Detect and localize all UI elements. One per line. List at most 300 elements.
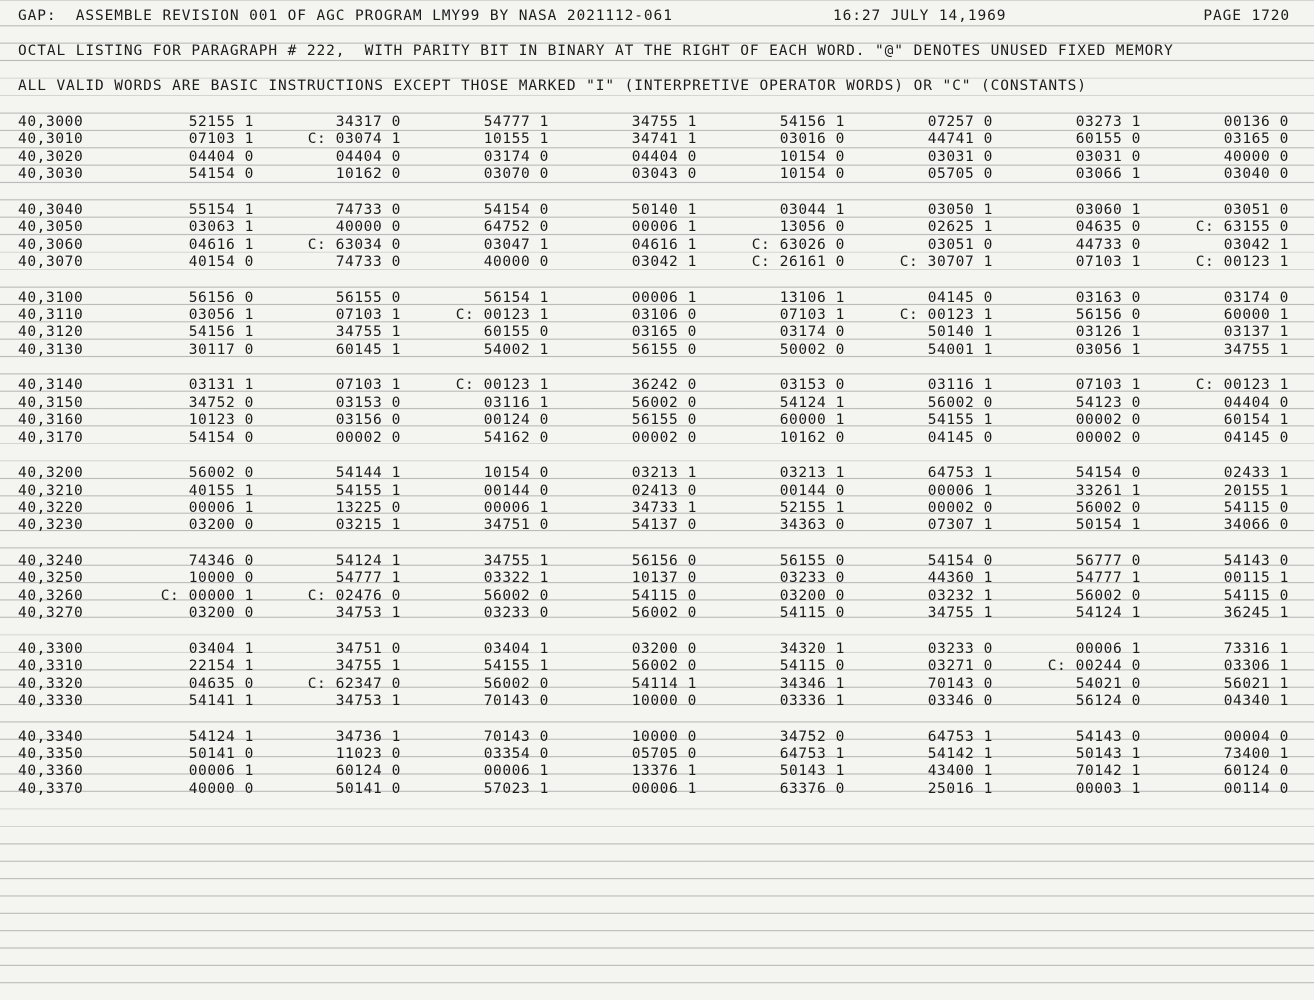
octal-word: 03213 1 [631, 465, 697, 482]
octal-word: 03174 0 [1223, 289, 1289, 306]
octal-word: 03047 1 [483, 236, 549, 253]
octal-word: 54124 1 [1075, 605, 1141, 622]
octal-word: 54115 0 [1223, 500, 1289, 516]
row-address: 40,3160 [18, 412, 84, 429]
octal-word: 04404 0 [1223, 394, 1289, 411]
table-row [0, 237, 1314, 253]
octal-word: 52155 1 [779, 500, 845, 516]
octal-word: 00006 1 [1075, 640, 1141, 657]
table-row [0, 676, 1314, 692]
table-row [0, 641, 1314, 657]
octal-word: 34736 1 [335, 728, 401, 745]
octal-word: 64753 1 [779, 746, 845, 762]
octal-word: 00144 0 [483, 482, 549, 499]
octal-word: 04340 1 [1223, 693, 1289, 709]
octal-word: C: 62347 0 [307, 675, 401, 692]
octal-word: 36242 0 [631, 377, 697, 394]
octal-word: 07103 1 [779, 307, 845, 323]
row-address: 40,3370 [18, 780, 84, 797]
octal-word: 54156 1 [779, 114, 845, 130]
octal-word: 00115 1 [1223, 570, 1289, 587]
octal-word: 54777 1 [483, 114, 549, 130]
table-row [0, 149, 1314, 165]
octal-word: 57023 1 [483, 780, 549, 797]
octal-word: 04635 0 [1075, 219, 1141, 236]
octal-word: 03156 0 [335, 412, 401, 429]
octal-word: 30117 0 [188, 341, 254, 358]
octal-word: C: 03074 1 [307, 131, 401, 148]
octal-word: 03153 0 [335, 394, 401, 411]
octal-word: 13106 1 [779, 289, 845, 306]
octal-word: 54115 0 [779, 658, 845, 675]
octal-word: 03051 0 [1223, 201, 1289, 218]
row-address: 40,3110 [18, 307, 84, 323]
table-row [0, 377, 1314, 393]
octal-word: 04616 1 [188, 236, 254, 253]
octal-word: 03165 0 [631, 324, 697, 341]
octal-word: 10000 0 [631, 728, 697, 745]
octal-word: 60155 0 [1075, 131, 1141, 148]
row-address: 40,3300 [18, 640, 84, 657]
octal-word: 03174 0 [779, 324, 845, 341]
octal-word: 54124 1 [779, 394, 845, 411]
octal-word: 25016 1 [927, 780, 993, 797]
octal-word: 60000 1 [779, 412, 845, 429]
octal-word: 03106 0 [631, 307, 697, 323]
octal-word: 34346 1 [779, 675, 845, 692]
octal-word: 03063 1 [188, 219, 254, 236]
octal-word: 54141 1 [188, 693, 254, 709]
octal-word: 54143 0 [1223, 553, 1289, 569]
table-row [0, 307, 1314, 323]
octal-word: 03354 0 [483, 746, 549, 762]
table-row [0, 166, 1314, 182]
row-address: 40,3230 [18, 517, 84, 534]
octal-word: 10154 0 [779, 148, 845, 165]
octal-word: 74346 0 [188, 553, 254, 569]
octal-word: 54144 1 [335, 465, 401, 482]
row-address: 40,3150 [18, 394, 84, 411]
octal-word: 00006 1 [927, 482, 993, 499]
octal-word: 54143 0 [1075, 728, 1141, 745]
octal-word: C: 00244 0 [1047, 658, 1141, 675]
octal-word: 34753 1 [335, 693, 401, 709]
octal-word: 07103 1 [335, 377, 401, 394]
octal-word: 54154 0 [927, 553, 993, 569]
octal-word: 60000 1 [1223, 307, 1289, 323]
octal-word: 00002 0 [927, 500, 993, 516]
octal-word: 54154 0 [188, 166, 254, 183]
octal-word: 54114 1 [631, 675, 697, 692]
octal-word: 04145 0 [927, 289, 993, 306]
row-address: 40,3270 [18, 605, 84, 622]
octal-word: 00124 0 [483, 412, 549, 429]
octal-word: 70143 0 [483, 693, 549, 709]
octal-word: 03233 0 [779, 570, 845, 587]
octal-word: C: 63034 0 [307, 236, 401, 253]
octal-word: 07257 0 [927, 114, 993, 130]
octal-word: 54115 0 [1223, 587, 1289, 604]
row-address: 40,3100 [18, 289, 84, 306]
octal-word: 13376 1 [631, 763, 697, 780]
octal-word: 44360 1 [927, 570, 993, 587]
octal-word: 34317 0 [335, 114, 401, 130]
octal-word: 56155 0 [631, 412, 697, 429]
octal-word: 50141 0 [335, 780, 401, 797]
octal-word: 10162 0 [335, 166, 401, 183]
octal-word: 56002 0 [188, 465, 254, 482]
octal-word: 02625 1 [927, 219, 993, 236]
table-row [0, 131, 1314, 147]
octal-word: 60154 1 [1223, 412, 1289, 429]
table-row [0, 588, 1314, 604]
octal-word: C: 63155 0 [1195, 219, 1289, 236]
octal-word: 03050 1 [927, 201, 993, 218]
octal-word: 44733 0 [1075, 236, 1141, 253]
octal-word: 34363 0 [779, 517, 845, 534]
octal-word: 00006 1 [483, 763, 549, 780]
octal-word: 03031 0 [1075, 148, 1141, 165]
octal-word: 54155 1 [927, 412, 993, 429]
table-row [0, 430, 1314, 446]
table-row [0, 605, 1314, 621]
row-address: 40,3250 [18, 570, 84, 587]
octal-word: 00136 0 [1223, 114, 1289, 130]
octal-word: 34755 1 [335, 324, 401, 341]
octal-word: 56002 0 [1075, 500, 1141, 516]
row-address: 40,3360 [18, 763, 84, 780]
octal-word: 56155 0 [335, 289, 401, 306]
octal-word: 03031 0 [927, 148, 993, 165]
octal-word: 73400 1 [1223, 746, 1289, 762]
octal-word: 34755 1 [1223, 341, 1289, 358]
octal-word: 10000 0 [631, 693, 697, 709]
octal-word: 54115 0 [779, 605, 845, 622]
octal-word: 07103 1 [188, 131, 254, 148]
octal-word: 10154 0 [483, 465, 549, 482]
octal-word: 34752 0 [779, 728, 845, 745]
octal-word: 33261 1 [1075, 482, 1141, 499]
octal-word: 52155 1 [188, 114, 254, 130]
octal-word: 00003 1 [1075, 780, 1141, 797]
octal-word: 00002 0 [335, 429, 401, 446]
octal-word: 56154 1 [483, 289, 549, 306]
octal-word: 34755 1 [335, 658, 401, 675]
octal-word: 34066 0 [1223, 517, 1289, 534]
octal-word: 00004 0 [1223, 728, 1289, 745]
octal-word: 34752 0 [188, 394, 254, 411]
octal-word: C: 00123 1 [1195, 377, 1289, 394]
octal-word: 00006 1 [631, 219, 697, 236]
octal-word: 56002 0 [631, 658, 697, 675]
table-row [0, 395, 1314, 411]
octal-word: 03213 1 [779, 465, 845, 482]
octal-word: 74733 0 [335, 254, 401, 270]
octal-word: 50154 1 [1075, 517, 1141, 534]
octal-word: 34741 1 [631, 131, 697, 148]
octal-word: 56156 0 [1075, 307, 1141, 323]
octal-word: 73316 1 [1223, 640, 1289, 657]
octal-word: 03040 0 [1223, 166, 1289, 183]
octal-word: 03165 0 [1223, 131, 1289, 148]
octal-word: 20155 1 [1223, 482, 1289, 499]
row-address: 40,3060 [18, 236, 84, 253]
octal-word: 02433 1 [1223, 465, 1289, 482]
table-row [0, 114, 1314, 130]
table-row [0, 570, 1314, 586]
octal-word: 54155 1 [335, 482, 401, 499]
octal-word: C: 30707 1 [899, 254, 993, 270]
octal-word: 50140 1 [631, 201, 697, 218]
octal-word: 03043 0 [631, 166, 697, 183]
octal-word: 04404 0 [335, 148, 401, 165]
octal-word: 34320 1 [779, 640, 845, 657]
row-address: 40,3070 [18, 254, 84, 270]
octal-word: 00002 0 [1075, 429, 1141, 446]
row-address: 40,3320 [18, 675, 84, 692]
octal-word: 00006 1 [483, 500, 549, 516]
octal-word: 34755 1 [483, 553, 549, 569]
row-address: 40,3000 [18, 114, 84, 130]
octal-word: 03066 1 [1075, 166, 1141, 183]
octal-word: 43400 1 [927, 763, 993, 780]
octal-word: 74733 0 [335, 201, 401, 218]
octal-word: 03116 1 [927, 377, 993, 394]
octal-word: 36245 1 [1223, 605, 1289, 622]
table-row [0, 781, 1314, 797]
octal-word: 03060 1 [1075, 201, 1141, 218]
octal-word: 60124 0 [335, 763, 401, 780]
table-row [0, 290, 1314, 306]
octal-word: 40000 0 [335, 219, 401, 236]
octal-word: 50143 1 [1075, 746, 1141, 762]
octal-word: 10000 0 [188, 570, 254, 587]
octal-word: 55154 1 [188, 201, 254, 218]
octal-word: 00002 0 [631, 429, 697, 446]
octal-word: 03163 0 [1075, 289, 1141, 306]
octal-word: 13056 0 [779, 219, 845, 236]
octal-word: 34751 0 [335, 640, 401, 657]
octal-word: 56156 0 [631, 553, 697, 569]
table-row [0, 763, 1314, 779]
octal-word: 03174 0 [483, 148, 549, 165]
row-address: 40,3330 [18, 693, 84, 709]
octal-word: 54115 0 [631, 587, 697, 604]
octal-word: 07103 1 [1075, 377, 1141, 394]
table-row [0, 202, 1314, 218]
octal-word: 54001 1 [927, 341, 993, 358]
octal-word: 40000 0 [483, 254, 549, 270]
octal-word: 34751 0 [483, 517, 549, 534]
octal-word: 10155 1 [483, 131, 549, 148]
octal-word: 00006 1 [631, 780, 697, 797]
octal-word: 03322 1 [483, 570, 549, 587]
octal-word: 03233 0 [483, 605, 549, 622]
row-address: 40,3050 [18, 219, 84, 236]
row-address: 40,3010 [18, 131, 84, 148]
octal-word: 34755 1 [927, 605, 993, 622]
octal-word: 54021 0 [1075, 675, 1141, 692]
octal-word: 34755 1 [631, 114, 697, 130]
table-row [0, 729, 1314, 745]
octal-word: 54154 0 [483, 201, 549, 218]
octal-word: 56002 0 [1075, 587, 1141, 604]
octal-word: 54123 0 [1075, 394, 1141, 411]
octal-word: 54154 0 [1075, 465, 1141, 482]
octal-word: 54777 1 [335, 570, 401, 587]
octal-word: 03336 1 [779, 693, 845, 709]
octal-word: 03306 1 [1223, 658, 1289, 675]
octal-word: 07103 1 [1075, 254, 1141, 270]
page-number: PAGE 1720 [1203, 8, 1290, 24]
octal-word: 50140 1 [927, 324, 993, 341]
row-address: 40,3220 [18, 500, 84, 516]
octal-word: 05705 0 [927, 166, 993, 183]
row-address: 40,3020 [18, 148, 84, 165]
octal-word: 10154 0 [779, 166, 845, 183]
table-row [0, 465, 1314, 481]
octal-word: 03200 0 [188, 605, 254, 622]
row-address: 40,3240 [18, 553, 84, 569]
octal-word: 03271 0 [927, 658, 993, 675]
octal-word: 04145 0 [927, 429, 993, 446]
octal-word: 44741 0 [927, 131, 993, 148]
table-row [0, 483, 1314, 499]
octal-word: 03153 0 [779, 377, 845, 394]
octal-word: 54154 0 [188, 429, 254, 446]
row-address: 40,3120 [18, 324, 84, 341]
octal-word: 03044 1 [779, 201, 845, 218]
octal-word: 40000 0 [1223, 148, 1289, 165]
table-row [0, 324, 1314, 340]
octal-word: 34753 1 [335, 605, 401, 622]
table-row [0, 693, 1314, 709]
octal-word: C: 00123 1 [455, 307, 549, 323]
octal-word: C: 02476 0 [307, 587, 401, 604]
octal-word: 10123 0 [188, 412, 254, 429]
table-row [0, 254, 1314, 270]
row-address: 40,3340 [18, 728, 84, 745]
octal-word: 05705 0 [631, 746, 697, 762]
octal-word: 70143 0 [927, 675, 993, 692]
octal-word: 22154 1 [188, 658, 254, 675]
octal-word: 56002 0 [927, 394, 993, 411]
octal-word: 56002 0 [631, 394, 697, 411]
octal-word: 50141 0 [188, 746, 254, 762]
row-address: 40,3140 [18, 377, 84, 394]
octal-word: 03056 1 [1075, 341, 1141, 358]
octal-word: C: 26161 0 [751, 254, 845, 270]
octal-word: 03233 0 [927, 640, 993, 657]
octal-word: 56777 0 [1075, 553, 1141, 569]
row-address: 40,3350 [18, 746, 84, 762]
octal-word: 54124 1 [188, 728, 254, 745]
octal-word: C: 00123 1 [455, 377, 549, 394]
octal-word: 50002 0 [779, 341, 845, 358]
table-row [0, 746, 1314, 762]
octal-word: 03215 1 [335, 517, 401, 534]
octal-word: 56021 1 [1223, 675, 1289, 692]
header-line-3: ALL VALID WORDS ARE BASIC INSTRUCTIONS EXCEPT THOSE MARKED "I" (INTERPRETIVE OPERATOR WORDS) OR "C" (CONSTANTS) [18, 78, 1087, 94]
octal-word: 10162 0 [779, 429, 845, 446]
octal-word: 54142 1 [927, 746, 993, 762]
octal-word: 03200 0 [631, 640, 697, 657]
table-row [0, 500, 1314, 516]
octal-word: 04635 0 [188, 675, 254, 692]
octal-word: 03042 1 [631, 254, 697, 270]
octal-word: 00144 0 [779, 482, 845, 499]
row-address: 40,3200 [18, 465, 84, 482]
table-row [0, 342, 1314, 358]
octal-word: 03056 1 [188, 307, 254, 323]
octal-word: 03200 0 [779, 587, 845, 604]
octal-word: 54155 1 [483, 658, 549, 675]
header-line-2: OCTAL LISTING FOR PARAGRAPH # 222, WITH PARITY BIT IN BINARY AT THE RIGHT OF EACH WORD. "@" DENOTES UNUSED FIXED MEMORY [18, 43, 1174, 59]
octal-word: C: 63026 0 [751, 236, 845, 253]
octal-word: 00006 1 [631, 289, 697, 306]
octal-word: 03404 1 [188, 640, 254, 657]
octal-word: 03116 1 [483, 394, 549, 411]
octal-word: 07307 1 [927, 517, 993, 534]
row-address: 40,3030 [18, 166, 84, 183]
octal-word: 03200 0 [188, 517, 254, 534]
octal-word: 03346 0 [927, 693, 993, 709]
octal-word: C: 00123 1 [1195, 254, 1289, 270]
octal-word: 56002 0 [483, 675, 549, 692]
octal-word: 64752 0 [483, 219, 549, 236]
octal-word: 54124 1 [335, 553, 401, 569]
row-address: 40,3040 [18, 201, 84, 218]
octal-word: 04145 0 [1223, 429, 1289, 446]
table-row [0, 658, 1314, 674]
octal-word: 54777 1 [1075, 570, 1141, 587]
octal-word: 64753 1 [927, 465, 993, 482]
octal-word: 03404 1 [483, 640, 549, 657]
octal-word: 03126 1 [1075, 324, 1141, 341]
octal-word: 63376 0 [779, 780, 845, 797]
assembly-title: GAP: ASSEMBLE REVISION 001 OF AGC PROGRAM LMY99 BY NASA 2021112-061 [18, 8, 673, 24]
octal-word: 00006 1 [188, 763, 254, 780]
octal-word: 03137 1 [1223, 324, 1289, 341]
octal-word: 50143 1 [779, 763, 845, 780]
octal-word: 00006 1 [188, 500, 254, 516]
assembly-timestamp: 16:27 JULY 14,1969 [833, 8, 1007, 24]
octal-word: 03273 1 [1075, 114, 1141, 130]
octal-word: 54137 0 [631, 517, 697, 534]
octal-word: 40000 0 [188, 780, 254, 797]
octal-word: 34733 1 [631, 500, 697, 516]
octal-word: 03042 1 [1223, 236, 1289, 253]
octal-word: 54162 0 [483, 429, 549, 446]
octal-word: 40155 1 [188, 482, 254, 499]
row-address: 40,3310 [18, 658, 84, 675]
table-row [0, 219, 1314, 235]
row-address: 40,3130 [18, 341, 84, 358]
octal-word: 04616 1 [631, 236, 697, 253]
table-row [0, 553, 1314, 569]
octal-word: C: 00123 1 [899, 307, 993, 323]
octal-word: 60145 1 [335, 341, 401, 358]
octal-word: 56002 0 [631, 605, 697, 622]
octal-word: 40154 0 [188, 254, 254, 270]
octal-word: C: 00000 1 [160, 587, 254, 604]
octal-word: 54002 1 [483, 341, 549, 358]
table-row [0, 412, 1314, 428]
row-address: 40,3170 [18, 429, 84, 446]
octal-word: 07103 1 [335, 307, 401, 323]
octal-word: 03131 1 [188, 377, 254, 394]
row-address: 40,3260 [18, 587, 84, 604]
